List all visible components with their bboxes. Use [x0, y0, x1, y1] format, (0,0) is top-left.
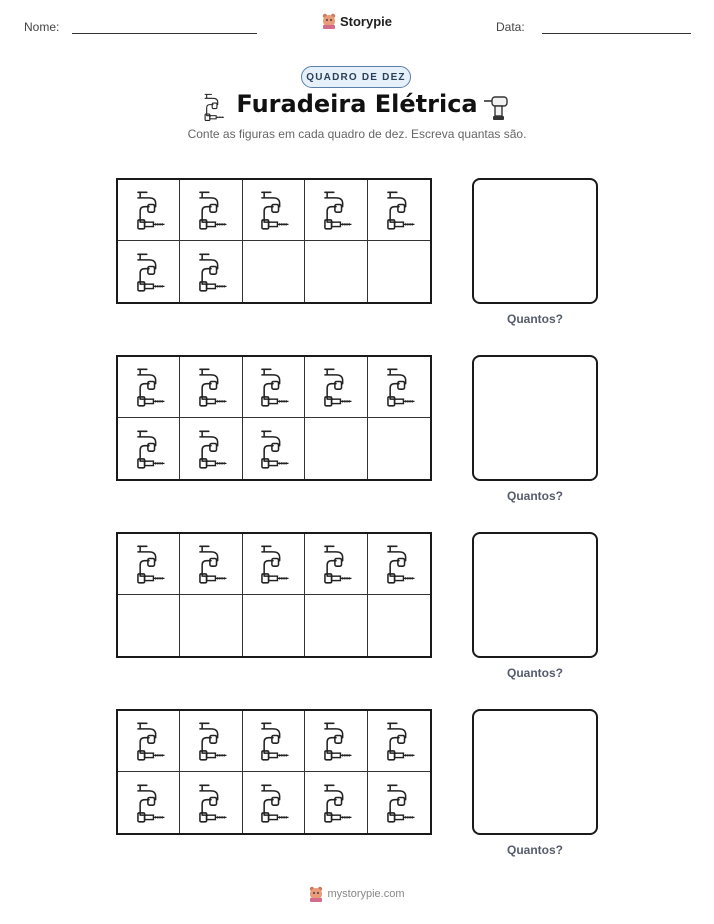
hand-drill-icon: [133, 543, 165, 585]
topic-badge: QUADRO DE DEZ: [301, 66, 411, 88]
hand-drill-icon: [257, 189, 289, 231]
ten-frame-cell: [243, 711, 305, 772]
hand-drill-icon: [383, 189, 415, 231]
hand-drill-icon: [133, 189, 165, 231]
storypie-bear-icon: [322, 13, 336, 29]
name-label: Nome:: [24, 20, 60, 34]
ten-frame-cell: [368, 534, 430, 595]
answer-prompt: Quantos?: [507, 312, 563, 326]
ten-frame-cell: [243, 180, 305, 241]
ten-frame-cell: [368, 357, 430, 418]
ten-frame-cell: [180, 772, 242, 833]
power-drill-icon: [482, 92, 512, 122]
ten-frame-cell: [305, 534, 367, 595]
hand-drill-icon: [257, 366, 289, 408]
ten-frame: [116, 355, 432, 481]
hand-drill-icon: [133, 782, 165, 824]
ten-frame-cell: [118, 711, 180, 772]
ten-frame-cell: [118, 241, 180, 302]
date-line[interactable]: [542, 33, 691, 34]
hand-drill-icon: [195, 782, 227, 824]
ten-frame-cell: [368, 772, 430, 833]
ten-frame: [116, 532, 432, 658]
ten-frame-cell: [305, 711, 367, 772]
hand-drill-icon: [383, 543, 415, 585]
hand-drill-icon: [320, 782, 352, 824]
hand-drill-icon: [195, 251, 227, 293]
hand-drill-icon: [257, 720, 289, 762]
answer-prompt: Quantos?: [507, 666, 563, 680]
ten-frame-cell: [118, 534, 180, 595]
ten-frame-cell: [180, 180, 242, 241]
ten-frame-cell: [180, 711, 242, 772]
ten-frame: [116, 709, 432, 835]
date-label: Data:: [496, 20, 525, 34]
ten-frame-cell: [368, 241, 430, 302]
ten-frame-cell: [180, 534, 242, 595]
ten-frame-cell: [118, 595, 180, 656]
hand-drill-icon: [133, 366, 165, 408]
ten-frame-cell: [305, 418, 367, 479]
instructions: Conte as figuras em cada quadro de dez. Escreva quantas são.: [187, 127, 527, 141]
ten-frame-cell: [243, 595, 305, 656]
hand-drill-icon: [257, 543, 289, 585]
hand-drill-icon: [195, 366, 227, 408]
ten-frame-cell: [305, 772, 367, 833]
ten-frame-cell: [243, 241, 305, 302]
hand-drill-icon: [195, 720, 227, 762]
ten-frame-cell: [305, 357, 367, 418]
ten-frame-cell: [305, 241, 367, 302]
hand-drill-icon: [195, 189, 227, 231]
answer-box[interactable]: [472, 709, 598, 835]
hand-drill-icon: [195, 428, 227, 470]
ten-frame: [116, 178, 432, 304]
hand-drill-icon: [133, 720, 165, 762]
hand-drill-icon: [320, 189, 352, 231]
ten-frame-cell: [118, 357, 180, 418]
hand-drill-icon: [320, 543, 352, 585]
ten-frame-cell: [243, 772, 305, 833]
ten-frame-cell: [305, 180, 367, 241]
ten-frame-cell: [180, 418, 242, 479]
ten-frame-cell: [180, 595, 242, 656]
ten-frame-cell: [180, 241, 242, 302]
answer-box[interactable]: [472, 355, 598, 481]
footer: [0, 886, 714, 907]
page-title: Furadeira Elétrica: [236, 90, 478, 118]
hand-drill-icon: [257, 428, 289, 470]
answer-box[interactable]: [472, 178, 598, 304]
ten-frame-cell: [118, 180, 180, 241]
ten-frame-cell: [368, 418, 430, 479]
ten-frame-cell: [368, 595, 430, 656]
brand-logo: [0, 13, 714, 34]
ten-frame-cell: [180, 357, 242, 418]
hand-drill-icon: [133, 428, 165, 470]
brand-name: Storypie: [339, 13, 392, 29]
hand-drill-icon: [320, 720, 352, 762]
ten-frame-cell: [118, 418, 180, 479]
hand-drill-icon: [320, 366, 352, 408]
ten-frame-cell: [368, 711, 430, 772]
answer-prompt: Quantos?: [507, 843, 563, 857]
ten-frame-cell: [243, 534, 305, 595]
ten-frame-cell: [118, 772, 180, 833]
hand-drill-icon: [383, 782, 415, 824]
hand-drill-icon: [195, 543, 227, 585]
storypie-bear-icon: [309, 886, 323, 902]
ten-frame-cell: [243, 357, 305, 418]
ten-frame-cell: [243, 418, 305, 479]
hand-drill-icon: [383, 720, 415, 762]
hand-drill-icon: [133, 251, 165, 293]
answer-box[interactable]: [472, 532, 598, 658]
hand-drill-icon: [257, 782, 289, 824]
footer-url: mystorypie.com: [327, 888, 405, 900]
ten-frame-cell: [305, 595, 367, 656]
ten-frame-cell: [368, 180, 430, 241]
answer-prompt: Quantos?: [507, 489, 563, 503]
hand-drill-icon: [383, 366, 415, 408]
